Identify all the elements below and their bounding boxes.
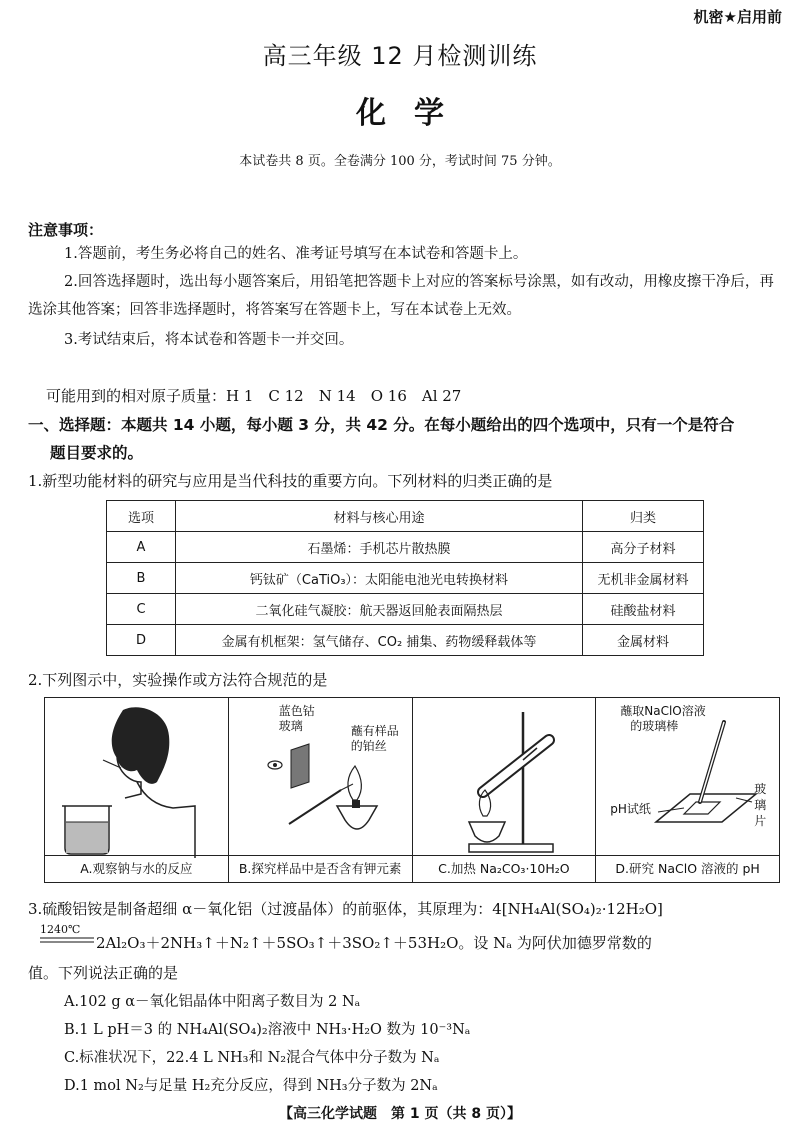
exam-title: 高三年级 12 月检测训练 bbox=[262, 42, 538, 70]
question-3-stem-line-1: 3.硫酸铝铵是制备超细 α－氧化铝（过渡晶体）的前驱体，其原理为：4[NH₄Al(SO₄)₂·12H₂O] bbox=[28, 900, 663, 918]
table-row bbox=[107, 594, 704, 625]
table-cell: B bbox=[107, 563, 176, 594]
caption-c: C.加热 Na₂CO₃·10H₂O bbox=[413, 855, 596, 882]
table-cell: 金属有机框架：氢气储存、CO₂ 捕集、药物缓释载体等 bbox=[176, 625, 583, 656]
option-b: B.1 L pH＝3 的 NH₄Al(SO₄)₂溶液中 NH₃·H₂O 数为 10⁻³Nₐ bbox=[64, 1022, 471, 1038]
table-header: 材料与核心用途 bbox=[176, 501, 583, 532]
cobalt-glass-label-1: 蓝色钴 bbox=[278, 704, 315, 718]
table-cell: 硅酸盐材料 bbox=[583, 594, 704, 625]
notice-heading: 注意事项： bbox=[28, 221, 104, 239]
figure-a bbox=[45, 698, 229, 882]
table-cell: C bbox=[107, 594, 176, 625]
question-3-stem-line-3: 值。下列说法正确的是 bbox=[28, 964, 179, 982]
question-3-stem-line-2: 2Al₂O₃＋2NH₃↑＋N₂↑＋5SO₃↑＋3SO₂↑＋53H₂O。设 Nₐ 为阿伏加德罗常数的 bbox=[96, 934, 652, 952]
cobalt-glass-label-2: 玻璃 bbox=[278, 719, 303, 733]
platinum-wire-label-1: 蘸有样品 bbox=[350, 724, 399, 738]
table-cell: 金属材料 bbox=[583, 625, 704, 656]
glass-rod-label-1: 蘸取NaClO溶液 bbox=[620, 704, 706, 718]
notice-item-3: 3.考试结束后，将本试卷和答题卡一并交回。 bbox=[64, 332, 354, 348]
confidential-mark: 机密★启用前 bbox=[693, 8, 782, 26]
table-cell: 钙钛矿（CaTiO₃）：太阳能电池光电转换材料 bbox=[176, 563, 583, 594]
notice-item-1: 1.答题前，考生务必将自己的姓名、准考证号填写在本试卷和答题卡上。 bbox=[64, 246, 528, 262]
figure-d bbox=[596, 698, 779, 882]
table-cell: 石墨烯：手机芯片散热膜 bbox=[176, 532, 583, 563]
heating-test-tube-illustration bbox=[413, 698, 597, 858]
caption-b: B.探究样品中是否含有钾元素 bbox=[229, 855, 412, 882]
table-row bbox=[107, 563, 704, 594]
table-header: 归类 bbox=[583, 501, 704, 532]
flame-test-illustration bbox=[229, 698, 435, 858]
reaction-condition: 1240℃ bbox=[40, 923, 81, 936]
table-cell: 高分子材料 bbox=[583, 532, 704, 563]
glass-plate-label-2: 璃 bbox=[754, 798, 767, 812]
question-1-stem: 1.新型功能材料的研究与应用是当代科技的重要方向。下列材料的归类正确的是 bbox=[28, 472, 553, 490]
option-c: C.标准状况下，22.4 L NH₃和 N₂混合气体中分子数为 Nₐ bbox=[64, 1050, 440, 1066]
figure-c bbox=[413, 698, 597, 882]
table-row bbox=[107, 625, 704, 656]
section-1-line-2: 题目要求的。 bbox=[50, 444, 144, 462]
glass-plate-label-1: 玻 bbox=[754, 782, 767, 796]
table-header: 选项 bbox=[107, 501, 176, 532]
option-d: D.1 mol N₂与足量 H₂充分反应，得到 NH₃分子数为 2Nₐ bbox=[64, 1078, 438, 1094]
atomic-masses: 可能用到的相对原子质量：H 1 C 12 N 14 O 16 Al 27 bbox=[46, 387, 462, 405]
caption-d: D.研究 NaClO 溶液的 pH bbox=[596, 855, 779, 882]
table-row bbox=[107, 532, 704, 563]
materials-table bbox=[106, 500, 704, 656]
double-arrow-equals bbox=[40, 937, 94, 943]
platinum-wire-label-2: 的铂丝 bbox=[350, 739, 387, 753]
ph-paper-label: pH试纸 bbox=[610, 802, 651, 816]
table-cell: 二氧化硅气凝胶：航天器返回舱表面隔热层 bbox=[176, 594, 583, 625]
table-cell: 无机非金属材料 bbox=[583, 563, 704, 594]
glass-plate-label-3: 片 bbox=[754, 814, 767, 828]
exam-info: 本试卷共 8 页。全卷满分 100 分，考试时间 75 分钟。 bbox=[239, 154, 561, 169]
table-header-row bbox=[107, 501, 704, 532]
table-cell: A bbox=[107, 532, 176, 563]
subject-title: 化学 bbox=[356, 96, 472, 131]
ph-test-illustration bbox=[596, 698, 780, 858]
figure-b bbox=[229, 698, 413, 882]
question-2-stem: 2.下列图示中，实验操作或方法符合规范的是 bbox=[28, 671, 328, 689]
section-1-line-1: 一、选择题：本题共 14 小题，每小题 3 分，共 42 分。在每小题给出的四个选项中，只有一个是符合 bbox=[28, 416, 735, 434]
person-smelling-beaker-illustration bbox=[45, 698, 205, 858]
caption-a: A.观察钠与水的反应 bbox=[45, 855, 228, 882]
table-cell: D bbox=[107, 625, 176, 656]
option-a: A.102 g α－氧化铝晶体中阳离子数目为 2 Nₐ bbox=[64, 994, 361, 1010]
glass-rod-label-2: 的玻璃棒 bbox=[630, 719, 679, 733]
experiment-figures bbox=[44, 697, 780, 883]
notice-item-2: 2.回答选择题时，选出每小题答案后，用铅笔把答题卡上对应的答案标号涂黑，如有改动，用橡皮擦干净后，再选涂其他答案；回答非选择题时，将答案写在答题卡上，写在本试卷上无效。 bbox=[28, 274, 774, 318]
page-footer: 【高三化学试题 第 1 页（共 8 页）】 bbox=[279, 1106, 521, 1122]
section-1-heading bbox=[28, 411, 780, 467]
